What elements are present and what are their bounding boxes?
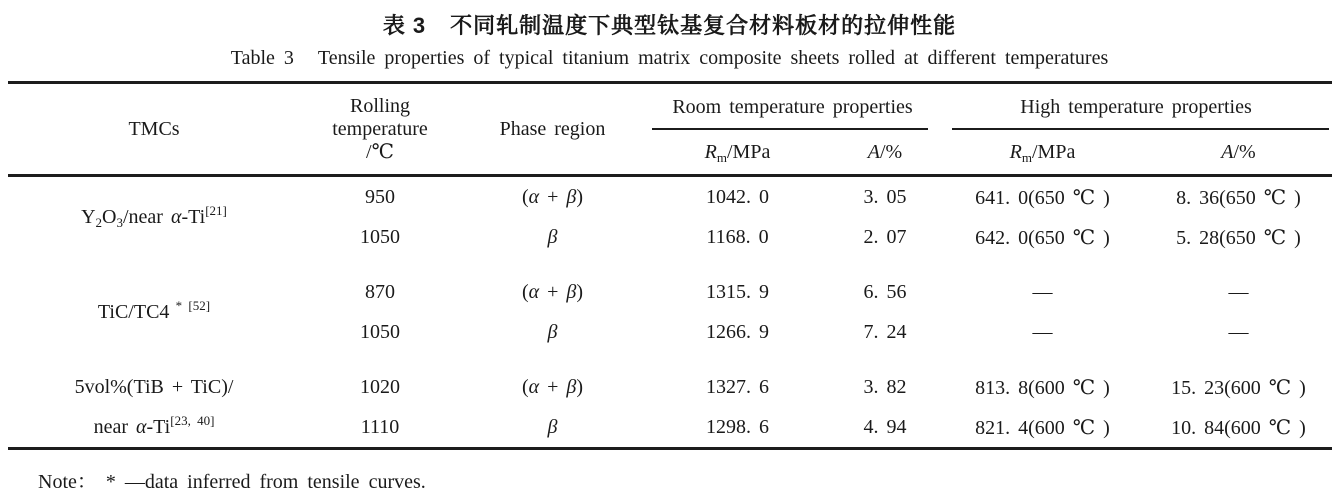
cell-phase-region: β [547, 415, 558, 438]
cell-material-name [8, 176, 300, 258]
col-header-rolling-temperature-line1: Rolling temperature [332, 94, 428, 140]
cell-rolling-temp: 1050 [360, 320, 400, 343]
material-name-line: $Y_2O_3$/near α-Ti[21] [81, 203, 227, 230]
material-name-line: TiC/TC4 $^{* [52]}$ [97, 298, 211, 323]
table-title-chinese [0, 0, 1339, 40]
cell-elongation-room: 3. 82 [863, 375, 907, 398]
subheader-a-room: A/% [830, 130, 940, 176]
cell-rm-room: 1266. 9 [706, 320, 769, 343]
group-header-room-temperature [645, 83, 940, 131]
cell-rm-room: 1327. 6 [706, 375, 769, 398]
group-spacer-row [8, 352, 1332, 367]
subheader-rm-high: $R_m$/MPa [940, 130, 1145, 176]
cell-rm-room: 1298. 6 [706, 415, 769, 438]
group-header-room-temperature-label: Room temperature properties [672, 95, 913, 118]
cell-rm-room: 1042. 0 [706, 185, 769, 208]
cell-rm-high: 813. 8(600 ℃ ) [975, 376, 1110, 399]
material-name-line: 5vol%(TiB + TiC)/ [74, 376, 234, 398]
cell-rm-high: 821. 4(600 ℃ ) [975, 416, 1110, 439]
col-header-rolling-temperature-unit: /℃ [366, 140, 394, 163]
col-header-phase-region: Phase region [460, 83, 645, 176]
table-title-english-label: Table 3 [230, 47, 294, 69]
cell-rolling-temp: 950 [365, 185, 395, 208]
cell-elongation-room: 2. 07 [863, 225, 907, 248]
table-row [8, 272, 1332, 312]
cell-material-name [8, 272, 300, 352]
cell-elongation-high: 5. 28(650 ℃ ) [1176, 226, 1301, 249]
cell-rm-room: 1168. 0 [706, 225, 769, 248]
material-name-line: near α-Ti[23, 40] [93, 413, 215, 438]
group-header-high-temperature [940, 83, 1332, 131]
cell-elongation-room: 3. 05 [863, 185, 907, 208]
cell-rm-high: 642. 0(650 ℃ ) [975, 226, 1110, 249]
cell-elongation-high: 15. 23(600 ℃ ) [1171, 376, 1306, 399]
cell-elongation-high: 10. 84(600 ℃ ) [1171, 416, 1306, 439]
table-title-english [0, 47, 1339, 70]
cell-phase-region: (α + β) [521, 185, 584, 208]
table-header [8, 83, 1332, 176]
col-header-rolling-temperature [300, 83, 460, 176]
cell-rm-high: — [1032, 320, 1053, 343]
cell-material-name [8, 367, 300, 449]
subheader-rm-room: $R_m$/MPa [645, 130, 830, 176]
cell-phase-region: (α + β) [521, 375, 584, 398]
cell-rm-high: — [1032, 280, 1053, 303]
table-title-chinese-label: 表 3 [382, 13, 427, 38]
col-header-tmcs: TMCs [8, 83, 300, 176]
cell-rolling-temp: 870 [365, 280, 395, 303]
cell-elongation-high: — [1228, 320, 1249, 343]
cell-elongation-high: — [1228, 280, 1249, 303]
table-footnote: Note： * —data inferred from tensile curves. [38, 471, 426, 489]
cell-rolling-temp: 1020 [360, 375, 400, 398]
cell-rolling-temp: 1110 [360, 415, 400, 438]
cell-rm-room: 1315. 9 [706, 280, 769, 303]
table-row [8, 176, 1332, 218]
group-underline [952, 128, 1329, 130]
group-header-high-temperature-label: High temperature properties [1020, 95, 1252, 118]
group-spacer-row [8, 257, 1332, 272]
cell-phase-region: (α + β) [521, 280, 584, 303]
cell-elongation-room: 7. 24 [863, 320, 907, 343]
table-title-english-text: Tensile properties of typical titanium matrix composite sheets rolled at different temperatures [317, 47, 1109, 69]
table-body [8, 176, 1332, 449]
cell-elongation-room: 6. 56 [863, 280, 907, 303]
cell-phase-region: β [547, 225, 558, 248]
cell-rm-high: 641. 0(650 ℃ ) [975, 186, 1110, 209]
subheader-a-high: A/% [1145, 130, 1332, 176]
tensile-properties-table [8, 81, 1332, 450]
cell-elongation-room: 4. 94 [863, 415, 907, 438]
cell-elongation-high: 8. 36(650 ℃ ) [1176, 186, 1301, 209]
cell-phase-region: β [547, 320, 558, 343]
group-underline [652, 128, 928, 130]
cell-rolling-temp: 1050 [360, 225, 400, 248]
table-title-chinese-text: 不同轧制温度下典型钛基复合材料板材的拉伸性能 [450, 13, 957, 38]
table-row [8, 367, 1332, 407]
